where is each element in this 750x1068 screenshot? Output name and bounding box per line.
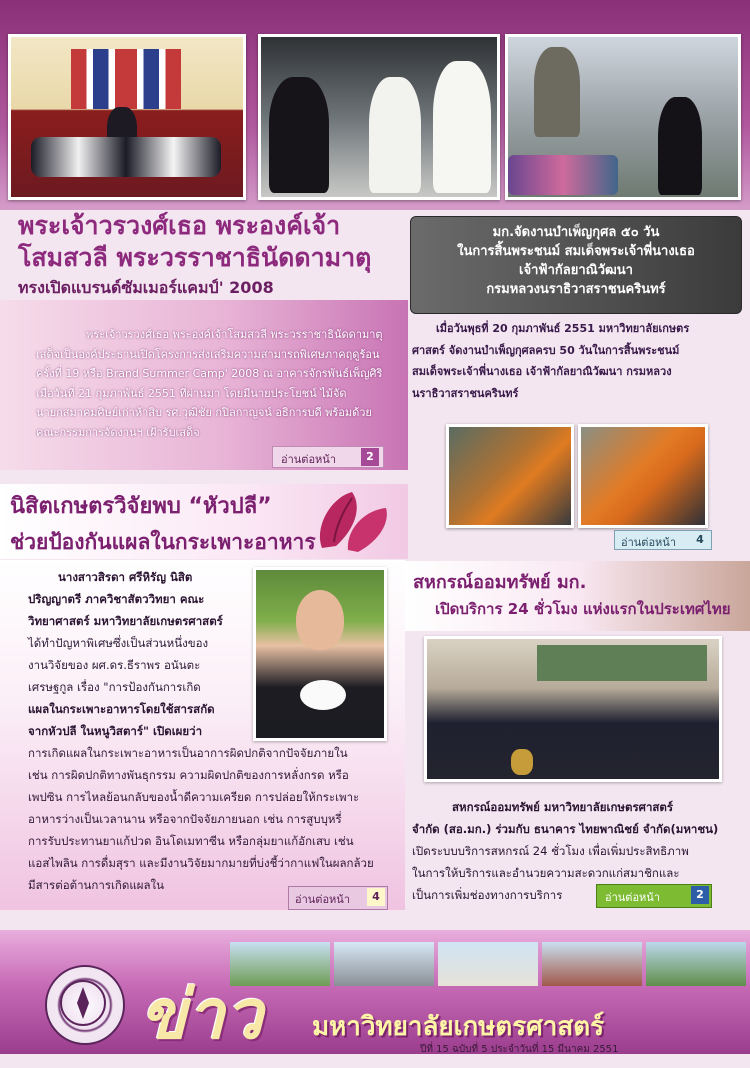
body-line: แผลในกระเพาะอาหารโดยใช้สารสกัด [28,702,215,716]
memorial-read-more[interactable] [614,530,712,550]
banner-line-2: ช่วยป้องกันแผลในกระเพาะอาหาร [10,530,316,554]
body-line: เพปซิน การไหลย้อนกลับของน้ำดีความเครียด การปล่อยให้กระเพาะ [28,790,360,804]
research-body-wide [28,742,400,896]
body-line: เช่น การผิดปกติทางพันธุกรรม ความผิดปกติของการหลั่งกรด หรือ [28,768,349,782]
body-line: จากหัวปลี ในหนูวิสตาร์" เปิดเผยว่า [28,724,203,738]
photo-reception [258,34,500,200]
coop-banner-line-2: เปิดบริการ 24 ชั่วโมง แห่งแรกในประเทศไทย [435,600,731,618]
body-line: เป็นการเพิ่มช่องทางการบริการ [412,888,563,902]
masthead-title: ข่าว [140,976,263,1055]
body-line: มีสารต่อต้านการเกิดแผลใน [28,878,165,892]
body-line: เมื่อวันที่ 21 กุมภาพันธ์ 2551 ที่ผ่านมา โดยมีนายประโยชน์ ไม้จัด [36,386,347,400]
body-line: นราธิวาสราชนครินทร์ [412,386,519,400]
university-name: มหาวิทยาลัยเกษตรศาสตร์ [312,1012,605,1042]
photo-ceremony-group [8,34,246,200]
read-more-label: อ่านต่อหน้า [281,453,336,466]
body-line: พระเจ้าวรวงศ์เธอ พระองค์เจ้าโสมสวลี พระวรราชาธินัดดามาตุ [86,328,383,341]
body-line: ในการให้บริการและอำนวยความสะดวกแก่สมาชิกและ [412,866,680,880]
body-line: วิทยาศาสตร์ มหาวิทยาลัยเกษตรศาสตร์ [28,614,223,628]
top-story-read-more[interactable] [272,446,384,468]
banner-keyword: “หัวปลี” [188,494,272,519]
issue-line: ปีที่ 15 ฉบับที่ 5 ประจำวันที่ 15 มีนาคม 2551 [420,1044,619,1055]
body-line: เปิดระบบบริการสหกรณ์ 24 ชั่วโมง เพื่อเพิ่มประสิทธิภาพ [412,844,689,858]
memorial-title-line-3: เจ้าฟ้ากัลยาณิวัฒนา [519,263,633,278]
body-line: เมื่อวันพุธที่ 20 กุมภาพันธ์ 2551 มหาวิทยาลัยเกษตร [436,322,690,335]
research-body-narrow [28,566,250,742]
university-seal-logo [45,965,125,1045]
body-line: ปริญญาตรี ภาควิชาสัตววิทยา คณะ [28,592,205,606]
page-number: 2 [691,886,709,904]
top-story-body [36,325,400,442]
body-line: คณะกรรมการจัดงานฯ เฝ้ารับเสด็จ [36,425,200,439]
coop-banner [405,561,750,631]
body-line: อาหารว่างเป็นเวลานาน หรือจากปัจจัยภายนอก เช่น การสูบบุหรี่ [28,812,342,826]
memorial-title-line-4: กรมหลวงนราธิวาสราชนครินทร์ [486,282,666,297]
body-line: งานวิจัยของ ผศ.ดร.ธีราพร อนันตะ [28,658,201,672]
body-line: การเกิดแผลในกระเพาะอาหารเป็นอาการผิดปกติจากปัจจัยภายใน [28,746,348,760]
page-number: 2 [361,448,379,466]
seal-emblem-icon [45,965,121,1041]
photo-monks-offering [446,424,574,528]
memorial-title-box [410,216,742,314]
body-line: จำกัด (สอ.มก.) ร่วมกับ ธนาคาร ไทยพาณิชย์ จำกัด(มหาชน) [412,822,719,836]
page-number: 4 [696,533,704,546]
body-line: การรับประทานยาแก้ปวด อินโดเมทาซีน หรือกลุ่มยาแก้อักเสบ เช่น [28,834,354,848]
memorial-title-line-2: ในการสิ้นพระชนม์ สมเด็จพระเจ้าพี่นางเธอ [457,244,695,259]
body-line: เสด็จเป็นองค์ประธานเปิดโครงการส่งเสริมความสามารถพิเศษภาคฤดูร้อน [36,347,380,361]
body-line: ได้ทำปัญหาพิเศษซึ่งเป็นส่วนหนึ่งของ [28,636,209,650]
research-read-more[interactable] [288,886,388,910]
body-line: ศาสตร์ จัดงานบำเพ็ญกุศลครบ 50 วันในการสิ้นพระชนม์ [412,343,680,357]
body-line: ครั้งที่ 19 หรือ Brand Summer Camp' 2008 ณ อาคารจักรพันธ์เพ็ญศิริ [36,367,383,380]
read-more-label: อ่านต่อหน้า [605,891,660,904]
body-line: นางสาวสิรดา ศรีหิรัญ นิสิต [58,570,193,584]
page-number: 4 [367,888,385,906]
photo-monks-ceremony [578,424,708,528]
photo-student-portrait [253,567,387,741]
coop-read-more[interactable] [596,884,712,908]
banana-blossom-icon [312,488,392,554]
read-more-label: อ่านต่อหน้า [295,893,350,906]
body-line: สหกรณ์ออมทรัพย์ มหาวิทยาลัยเกษตรศาสตร์ [452,800,674,814]
body-line: เศรษฐกูล เรื่อง "การป้องกันการเกิด [28,680,201,694]
top-story-headline [18,210,398,315]
photo-monument [505,34,741,200]
coop-banner-line-1: สหกรณ์ออมทรัพย์ มก. [413,572,587,593]
headline-line-1: พระเจ้าวรวงศ์เธอ พระองค์เจ้า [18,211,341,240]
body-line: สมเด็จพระเจ้าพี่นางเธอ เจ้าฟ้ากัลยาณิวัฒนา กรมหลวง [412,365,672,378]
subheadline: ทรงเปิดแบรนด์ซัมเมอร์แคมป์' 2008 [18,278,274,297]
body-line: นายกสมาคมศิษย์เก่าห้าสิบ รศ.วุฒิชัย กปิลกาญจน์ อธิการบดี พร้อมด้วย [36,406,372,419]
body-line: แอสไพลิน การดื่มสุรา และมีงานวิจัยมากมายที่บ่งชี้ว่ากาแฟในผลกล้วย [28,856,374,870]
memorial-body [412,318,734,404]
read-more-label: อ่านต่อหน้า [621,536,676,549]
photo-coop-opening [424,636,722,782]
banner-prefix: นิสิตเกษตรวิจัยพบ [10,494,189,519]
headline-line-2: โสมสวลี พระวรราชาธินัดดามาตุ [18,243,372,272]
memorial-title-line-1: มก.จัดงานบำเพ็ญกุศล ๕๐ วัน [492,225,660,240]
campus-photo-strip [230,942,750,986]
